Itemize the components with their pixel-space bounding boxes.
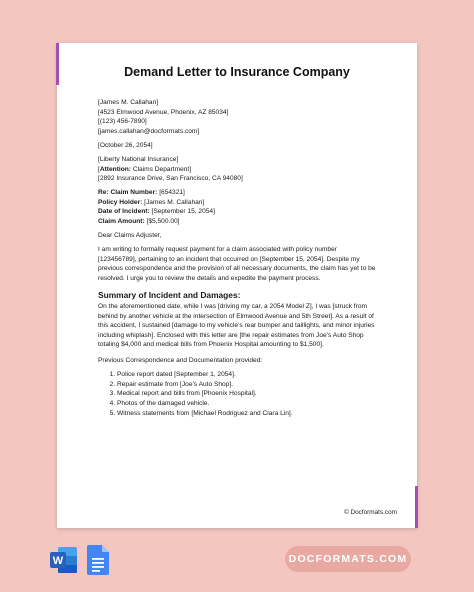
summary-line: this accident, I sustained [damage to my vehicle’s rear bumper and taillights, and minor injuries [98,322,375,330]
body-line: resolved. I urge you to review the details and expedite the payment process. [98,275,321,282]
documents-list [98,370,397,418]
claim-number: Re: Claim Number: [654321] [98,189,185,197]
sender-address: [4523 Elmwood Avenue, Phoenix, AZ 85034] [98,108,229,116]
documents-list-item: 4. Photos of the damaged vehicle. [117,399,397,409]
policy-holder: Policy Holder: [James M. Callahan] [98,198,205,206]
claim-amount: Claim Amount: [$5,500.00] [98,218,180,226]
recipient-attention: [Attention: Claims Department] [98,165,192,173]
brand-badge[interactable]: DOCFORMATS.COM [285,546,411,572]
recipient-address: [2892 Insurance Drive, San Francisco, CA 94080] [98,175,243,183]
body-line: previous correspondence and the provision of all necessary documents, the claim has yet to be [98,265,376,273]
sender-name: [James M. Callahan] [98,99,159,106]
documents-list-item: 1. Police report dated [September 1, 2054]. [117,370,397,380]
summary-heading: Summary of Incident and Damages: [98,290,241,301]
body-line: [123456789], pertaining to an incident that occurred on [September 15, 2054]. Despite my [98,255,360,263]
body-line: I am writing to formally request payment for a claim associated with policy number [98,246,337,254]
letter-body [98,98,397,418]
documents-list-item: 3. Medical report and bills from [Phoenix Hospital]. [117,389,397,399]
documents-intro: Previous Correspondence and Documentation provided: [98,357,263,365]
sender-email: [james.callahan@docformats.com] [98,127,200,135]
svg-text:W: W [52,555,64,567]
documents-list-item: 5. Witness statements from [Michael Rodriguez and Clara Lin]. [117,409,397,419]
body-paragraph [98,245,397,283]
letter-title: Demand Letter to Insurance Company [124,65,350,79]
summary-line: On the aforementioned date, while I was [driving my car, a 2054 Model Z], I was [struck from [98,303,367,311]
sender-phone: [(123) 456-7890] [98,118,147,126]
google-docs-icon[interactable] [87,545,109,575]
date-of-incident: Date of Incident: [September 15, 2054] [98,208,215,216]
page-footer: © Docformats.com [343,509,397,516]
documents-list-item: 2. Repair estimate from [Joe’s Auto Shop]. [117,380,397,390]
summary-line: including whiplash]. Enclosed with this letter are [the repair estimates from Joe’s Auto Shop [98,331,364,339]
letter-page [57,43,417,528]
summary-paragraph [98,302,397,350]
accent-bar-right [415,486,418,528]
salutation: Dear Claims Adjuster, [98,232,162,240]
letter-date: [October 26, 2054] [98,141,153,149]
summary-line: totaling $4,000 and medical bills from Phoenix Hospital amounting to $1,500]. [98,341,324,349]
recipient-company: [Liberty National Insurance] [98,155,179,163]
summary-line: behind by another vehicle at the intersection of Elmwood Avenue and 5th Street]. As a result of [98,312,374,320]
word-icon[interactable] [50,546,78,574]
